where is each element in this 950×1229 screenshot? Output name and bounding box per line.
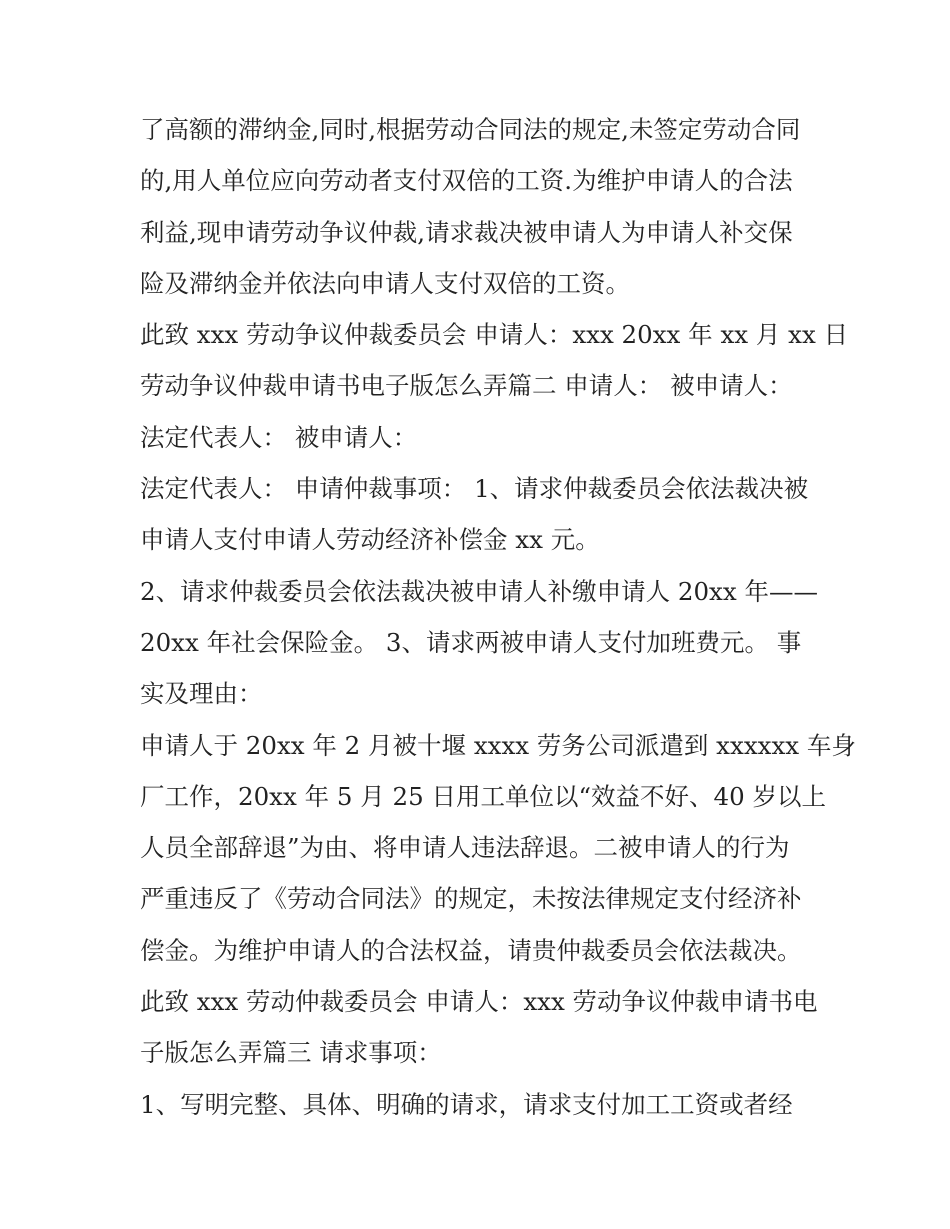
body-line: 险及滞纳金并依法向申请人支付双倍的工资。 [140,268,630,298]
body-line: 了高额的滞纳金,同时,根据劳动合同法的规定,未签定劳动合同 [140,115,801,144]
body-line: 子版怎么弄篇三 请求事项： [140,1038,442,1068]
body-line: 此致 xxx 劳动争议仲裁委员会 申请人：xxx 20xx 年 xx 月 xx 日 [140,320,849,350]
body-line: 严重违反了《劳动合同法》的规定，未按法律规定支付经济补 [140,884,802,914]
body-line: 法定代表人： 被申请人： [140,422,418,452]
body-line: 实及理由： [140,679,263,709]
body-line: 申请人于 20xx 年 2 月被十堰 xxxx 劳务公司派遣到 xxxxxx 车身 [140,730,856,760]
body-line: 此致 xxx 劳动仲裁委员会 申请人：xxx 劳动争议仲裁申请书电 [140,987,818,1017]
body-line: 人员全部辞退”为由、将申请人违法辞退。二被申请人的行为 [140,833,790,863]
body-line: 法定代表人： 申请仲裁事项： 1、请求仲裁委员会依法裁决被 [140,474,809,504]
body-line: 2、请求仲裁委员会依法裁决被申请人补缴申请人 20xx 年—— [140,576,818,606]
body-line: 偿金。为维护申请人的合法权益，请贵仲裁委员会依法裁决。 [140,935,802,965]
body-line: 20xx 年社会保险金。 3、请求两被申请人支付加班费元。 事 [140,627,802,657]
body-line: 劳动争议仲裁申请书电子版怎么弄篇二 申请人： 被申请人： [140,371,793,401]
body-line: 1、写明完整、具体、明确的请求，请求支付加工工资或者经 [140,1089,793,1119]
body-line: 利益,现申请劳动争议仲裁,请求裁决被申请人为申请人补交保 [140,217,793,247]
body-line: 厂工作，20xx 年 5 月 25 日用工单位以“效益不好、40 岁以上 [140,781,826,811]
body-line: 申请人支付申请人劳动经济补偿金 xx 元。 [140,525,600,555]
body-line: 的,用人单位应向劳动者支付双倍的工资.为维护申请人的合法 [140,166,793,196]
document-body [140,104,856,1130]
